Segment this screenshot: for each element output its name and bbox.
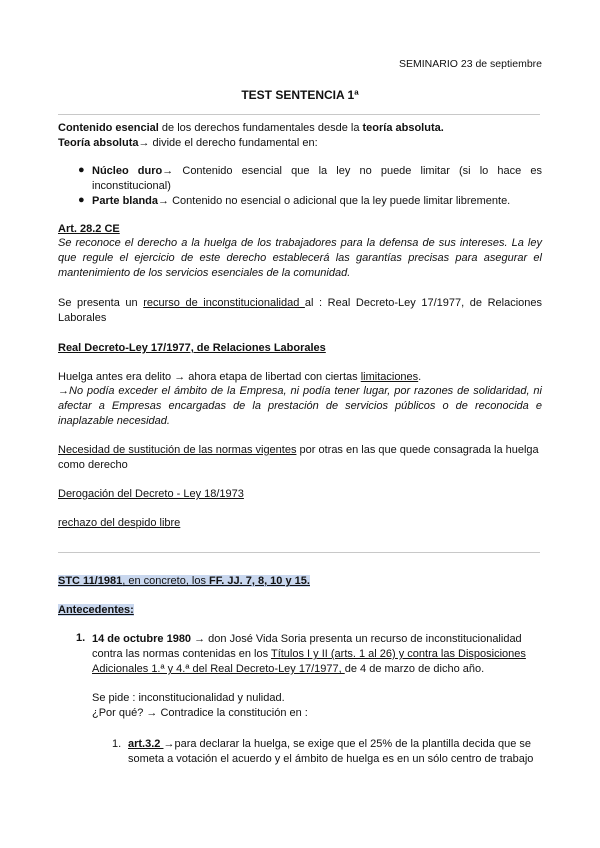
derogacion-text: Derogación del Decreto - Ley 18/1973 — [58, 488, 244, 500]
recurso-post: al : Real Decreto-Ley 17/1977, de Relaciones Laborales — [58, 297, 543, 324]
art-28-quote: Se reconoce el derecho a la huelga de los trabajadores para la defensa de sus intereses. La ley que regule el ejercicio de este derecho establecerá las garantías precisas para asegurar el mantenimiento de los servicios esenciales de la comunidad. — [58, 237, 542, 279]
recurso-paragraph — [58, 296, 542, 326]
antecedentes-heading — [58, 603, 542, 618]
item-1-text — [92, 632, 542, 677]
necesidad-rest: por otras en las que quede consagrada la huelga como derecho — [58, 444, 539, 471]
item-1-link: Títulos I y II (arts. 1 al 26) y contra las Disposiciones Adicionales 1.ª y 4.ª del Real Decreto-Ley 17/1977, — [92, 648, 526, 675]
bullet-1-bold: Núcleo duro — [92, 165, 163, 177]
rdl-line1-post: . — [418, 371, 422, 383]
item-1-text2: de 4 de marzo de dicho año. — [344, 663, 485, 675]
divider-middle — [58, 552, 540, 553]
subitem-1-number: 1. — [112, 738, 122, 750]
item-1-por-que: ¿Por qué? → Contradice la constitución en : — [92, 707, 308, 719]
bullet-1-text: → Contenido esencial que la ley no puede limitar (si lo hace es inconstitucional) — [92, 165, 543, 192]
item-1-date: 14 de octubre 1980 — [92, 633, 192, 645]
art-28-heading — [58, 222, 542, 237]
stc-heading — [58, 574, 542, 589]
stc-mid: , en concreto, los — [122, 575, 210, 587]
subitem-1-text — [128, 737, 542, 767]
divider-top — [58, 114, 540, 115]
bullet-2-bold: Parte blanda — [92, 195, 159, 207]
intro-mid: de los derechos fundamentales desde la — [158, 122, 363, 134]
subitem-1-art: art.3.2 — [128, 738, 164, 750]
bullet-2-text: → Contenido no esencial o adicional que la ley puede limitar libremente. — [158, 195, 511, 207]
rdl-limits-italic: →No podía exceder el ámbito de la Empresa, ni podía tener lugar, por razones de solidaridad, ni afectar a Empresas encargadas de la prestación de servicios públicos o de reconocida e inaplazable necesidad. — [58, 385, 542, 427]
bullet-dot-1: ● — [78, 164, 85, 176]
item-1-number: 1. — [76, 632, 86, 644]
necesidad-paragraph — [58, 443, 542, 473]
rdl-line1-link: limitaciones — [360, 371, 419, 383]
rechazo-line — [58, 516, 542, 531]
rdl-line1-pre: Huelga antes era delito → ahora etapa de libertad con ciertas — [58, 371, 361, 383]
stc-bold-2: FF. JJ. 7, 8, 10 y 15. — [209, 575, 310, 587]
seminar-header: SEMINARIO 23 de septiembre — [399, 58, 542, 70]
rechazo-text: rechazo del despido libre — [58, 517, 181, 529]
item-1-text1: → don José Vida Soria presenta un recurso de inconstitucionalidad contra las normas contenidas en los — [92, 633, 522, 660]
bullet-item-nucleo — [92, 164, 542, 194]
intro-paragraph — [58, 121, 542, 151]
intro-bold-2: teoría absoluta. — [362, 122, 444, 134]
rdl-heading — [58, 341, 542, 356]
intro-bold-1: Contenido esencial — [58, 122, 159, 134]
page-title: TEST SENTENCIA 1ª — [241, 88, 359, 102]
antecedentes-text: Antecedentes: — [58, 604, 134, 616]
subitem-1-desc: →para declarar la huelga, se exige que el 25% de la plantilla decida que se someta a votación el acuerdo y el ámbito de huelga es en un sólo centro de trabajo — [128, 738, 534, 765]
item-1-se-pide: Se pide : inconstitucionalidad y nulidad. — [92, 692, 285, 704]
stc-bold-1: STC 11/1981 — [58, 575, 123, 587]
intro-line2-rest: → divide el derecho fundamental en: — [138, 137, 318, 149]
rdl-line1 — [58, 370, 542, 385]
intro-line2-bold: Teoría absoluta — [58, 137, 139, 149]
bullet-item-parte-blanda — [92, 194, 542, 209]
derogacion-line — [58, 487, 542, 502]
necesidad-link: Necesidad de sustitución de las normas vigentes — [58, 444, 297, 456]
recurso-pre: Se presenta un — [58, 297, 144, 309]
art-heading-text: Art. 28.2 CE — [58, 223, 120, 235]
recurso-link: recurso de inconstitucionalidad — [143, 297, 305, 309]
bullet-dot-2: ● — [78, 194, 85, 206]
rdl-heading-text: Real Decreto-Ley 17/1977, de Relaciones Laborales — [58, 342, 326, 354]
